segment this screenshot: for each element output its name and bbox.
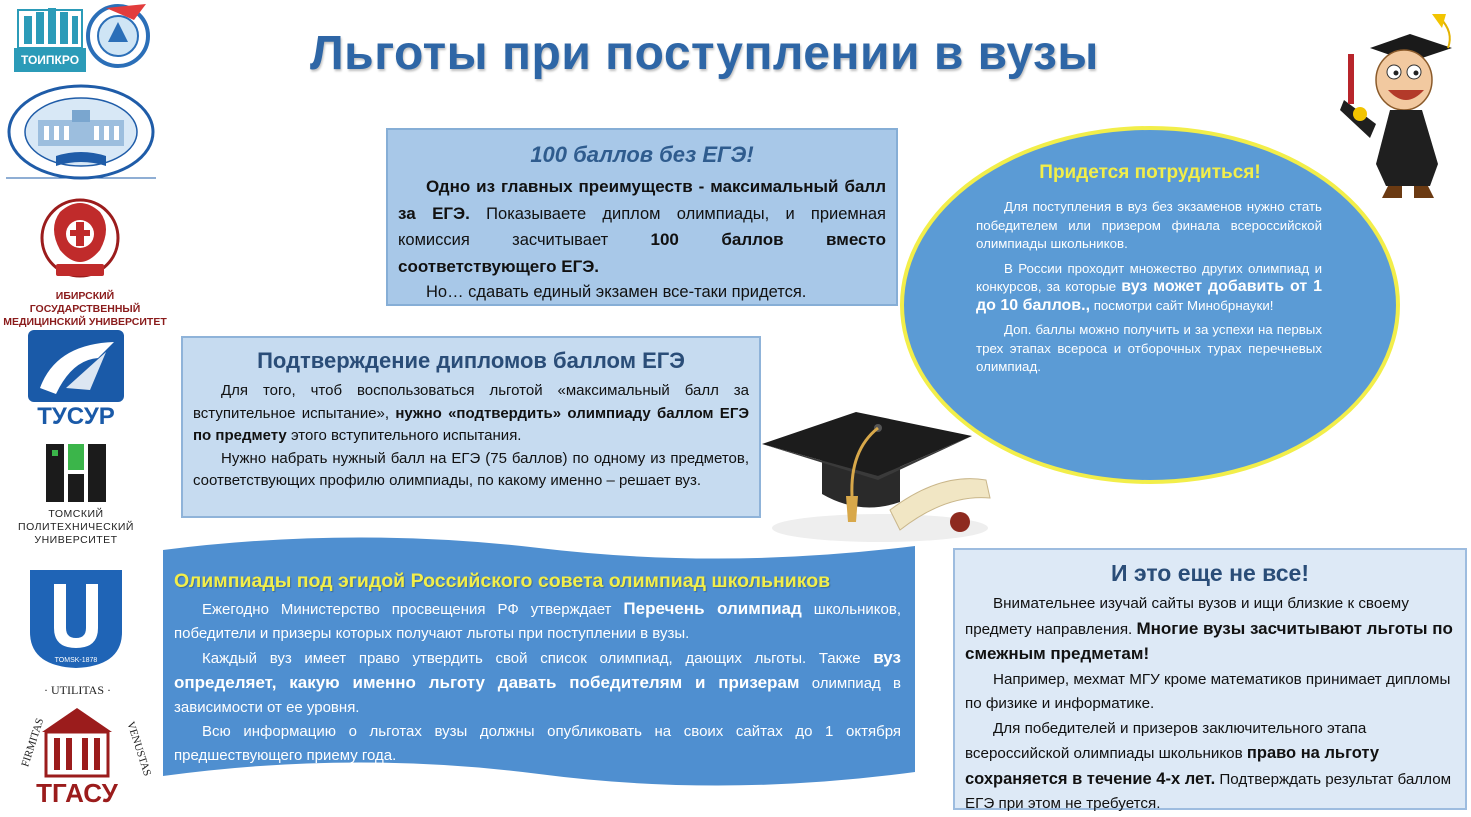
box2-text-b: нужно «подтвердить» олимпиаду баллом ЕГЭ по предмету — [193, 404, 749, 444]
ssmu-caption-line1: ИБИРСКИЙ ГОСУДАРСТВЕННЫЙ — [29, 290, 141, 315]
olympiads-section — [174, 570, 901, 768]
ellipse-text — [976, 198, 1322, 377]
ssmu-caption-line2: МЕДИЦИНСКИЙ УНИВЕРСИТЕТ — [3, 316, 167, 328]
olympiads-text-p2a: Каждый вуз имеет право утвердить свой список олимпиад, дающих льготы. Также — [202, 650, 874, 667]
tsu-logo — [24, 562, 128, 672]
ellipse-text-p2b: вуз может добавить от 1 до 10 баллов., — [976, 278, 1322, 314]
toipkro-label: ТОИПКРО — [14, 48, 86, 72]
tgpu-logo — [6, 84, 156, 180]
box1-text-a: Одно из главных преимуществ - максимальный балл за ЕГЭ. — [398, 177, 886, 223]
box1-text-p2: Но… сдавать единый экзамен все-таки придется. — [426, 283, 807, 301]
svg-text:FIRMITAS: FIRMITAS — [19, 716, 47, 769]
svg-text:TOMSK-1878: TOMSK-1878 — [54, 657, 98, 664]
box1-text-c: 100 баллов вместо соответствующего ЕГЭ. — [398, 230, 886, 276]
ellipse-heading: Придется потрудиться! — [1039, 162, 1261, 183]
olympiads-heading: Олимпиады под эгидой Российского совета олимпиад школьников — [174, 570, 831, 592]
box2-heading: Подтверждение дипломов баллом ЕГЭ — [257, 348, 685, 373]
box4-text-p3a: Для победителей и призеров заключительного этапа всероссийской олимпиады школьников — [965, 719, 1367, 762]
box4-heading: И это еще не все! — [1111, 560, 1309, 586]
tpu-caption-line1: ТОМСКИЙ — [48, 508, 104, 520]
svg-text:· UTILITAS ·: · UTILITAS · — [44, 683, 112, 697]
box4-text-p2: Например, мехмат МГУ кроме математиков принимает дипломы по физике и информатике. — [965, 670, 1451, 712]
ssmu-logo — [0, 188, 170, 328]
box2-text-a: Для того, чтоб воспользоваться льготой «максимальный балл за вступительное испытание», — [193, 382, 749, 422]
tpu-caption-line3: УНИВЕРСИТЕТ — [34, 534, 118, 546]
tusur-logo — [26, 328, 126, 428]
box2-text-c: этого вступительного испытания. — [286, 427, 522, 444]
box4-text-p3b: право на льготу сохраняется в течение 4-х лет. — [965, 744, 1380, 788]
ellipse-text-p2a: В России проходит множество других олимпиад и конкурсов, за которые — [976, 260, 1322, 294]
olympiads-text-p2c: олимпиад в зависимости от ее уровня. — [174, 675, 902, 716]
tpu-logo — [14, 442, 138, 550]
olympiads-text-p3: Всю информацию о льготах вузы должны опубликовать на своих сайтах до 1 октября предшествующего приему года. — [174, 723, 901, 764]
box4-text-p1b: Многие вузы засчитывают льготы по смежным предметам! — [965, 618, 1453, 663]
graduate-mascot-icon — [1330, 14, 1466, 200]
olympiads-text-p2b: вуз определяет, какую именно льготу давать победителям и призерам — [174, 648, 901, 692]
olympiads-text-p1b: Перечень олимпиад — [623, 599, 802, 618]
tusur-label: ТУСУР — [37, 403, 115, 430]
ellipse-text-p1: Для поступления в вуз без экзаменов нужно стать победителем или призером финала всероссийской олимпиады школьников. — [976, 199, 1322, 251]
ellipse-text-p3: Доп. баллы можно получить и за успехи на первых трех этапах всероса и отборочных турах перечневых олимпиад. — [976, 322, 1322, 374]
box2-text-p2: Нужно набрать нужный балл на ЕГЭ (75 баллов) по одному из предметов, соответствующих профилю олимпиады, по какому именно – решает вуз. — [193, 449, 749, 489]
tgasu-label: ТГАСУ — [36, 778, 118, 808]
box-not-all — [953, 548, 1467, 810]
graduation-cap-icon — [760, 410, 1000, 546]
box4-text-p1a: Внимательнее изучай сайты вузов и ищи близкие к своему предмету направления. — [965, 595, 1409, 638]
page-title: Льготы при поступлении в вузы — [310, 27, 1099, 80]
toipkro-logo — [14, 2, 150, 74]
box-diploma-confirmation — [181, 336, 761, 518]
tpu-caption-line2: ПОЛИТЕХНИЧЕСКИЙ — [18, 521, 134, 533]
box4-text-p3c: Подтверждать результат баллом ЕГЭ при этом не требуется. — [965, 770, 1452, 812]
svg-text:VENUSTAS: VENUSTAS — [124, 720, 154, 778]
box1-text-b: Показываете диплом олимпиады, и приемная комиссия засчитывает — [398, 204, 886, 249]
tgasu-logo — [14, 680, 154, 808]
olympiads-text-p1a: Ежегодно Министерство просвещения РФ утверждает — [202, 601, 624, 618]
box-100-points — [386, 128, 898, 306]
ellipse-text-p2c: посмотри сайт Минобрнауки! — [1090, 297, 1274, 313]
box1-heading: 100 баллов без ЕГЭ! — [530, 142, 754, 167]
olympiads-text-p1c: школьников, победители и призеры которых получают льготы при поступлении в вузы. — [174, 601, 901, 642]
